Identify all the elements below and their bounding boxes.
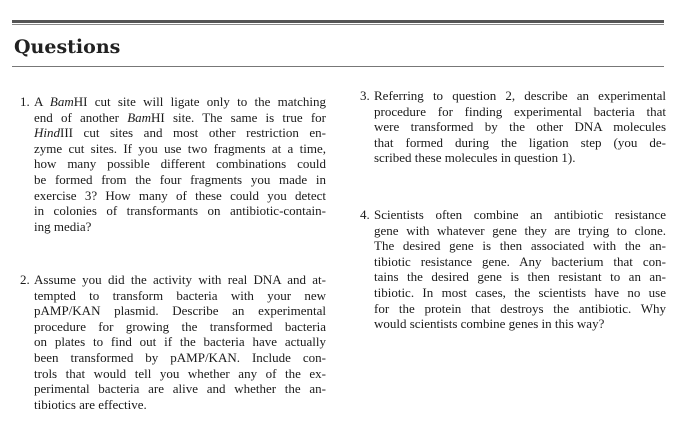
question-line: HindIII cut sites and most other restriction en- (34, 125, 326, 141)
question-line: A BamHI cut site will ligate only to the matching (34, 94, 326, 109)
question-line: that formed during the ligation step (you de- (374, 134, 666, 150)
question-line: tibiotics are effective. (34, 396, 147, 412)
question-line: perimental bacteria are alive and whether the an- (34, 381, 326, 397)
question-line: would scientists combine genes in this way? (374, 316, 605, 332)
question-line: procedure for growing the transformed bacteria (34, 318, 326, 334)
question-line: gene with whatever gene they are trying to clone. (374, 222, 666, 238)
question-line: pAMP/KAN plasmid. Describe an experimental (34, 303, 326, 319)
question-line: in colonies of transformants on antibiotic-contain- (34, 203, 326, 219)
question-line: tains the desired gene is then resistant to an an- (374, 269, 666, 285)
question-line: procedure for finding experimental bacteria that (374, 103, 666, 119)
question-line: scribed these molecules in question 1). (374, 150, 576, 166)
question-line: for the protein that destroys the antibiotic. Why (374, 300, 666, 316)
question-number: 2. (20, 272, 30, 287)
question-line: on plates to find out if the bacteria have actually (34, 334, 326, 350)
question-2 (20, 272, 326, 412)
question-line: been transformed by pAMP/KAN. Include con- (34, 349, 326, 365)
question-line: tibiotic. In most cases, the scientists have no use (374, 284, 666, 300)
top-rule (12, 20, 664, 23)
top-rule-thin (12, 24, 664, 25)
question-4 (360, 207, 666, 332)
section-heading: Questions (14, 36, 121, 58)
question-line: Scientists often combine an antibiotic resistance (374, 207, 666, 222)
question-line: trols that would tell you whether any of the ex- (34, 365, 326, 381)
question-line: zyme cut sites. If you use two fragments at a time, (34, 140, 326, 156)
question-line: exercise 3? How many of these could you detect (34, 187, 326, 203)
question-line: The desired gene is then associated with the an- (374, 238, 666, 254)
question-line: be formed from the four fragments you made in (34, 171, 326, 187)
question-1 (20, 94, 326, 234)
question-line: Assume you did the activity with real DNA and at- (34, 272, 326, 287)
question-line: ing media? (34, 218, 92, 234)
question-line: tempted to transform bacteria with your new (34, 287, 326, 303)
question-number: 4. (360, 207, 370, 222)
question-3 (360, 88, 666, 166)
question-number: 3. (360, 88, 370, 103)
question-number: 1. (20, 94, 30, 109)
question-line: were transformed by the other DNA molecules (374, 119, 666, 135)
question-line: tibiotic resistance gene. Any bacterium that con- (374, 253, 666, 269)
question-line: Referring to question 2, describe an experimental (374, 88, 666, 103)
heading-rule (12, 66, 664, 67)
question-line: how many possible different combinations could (34, 156, 326, 172)
question-line: end of another BamHI site. The same is true for (34, 109, 326, 125)
